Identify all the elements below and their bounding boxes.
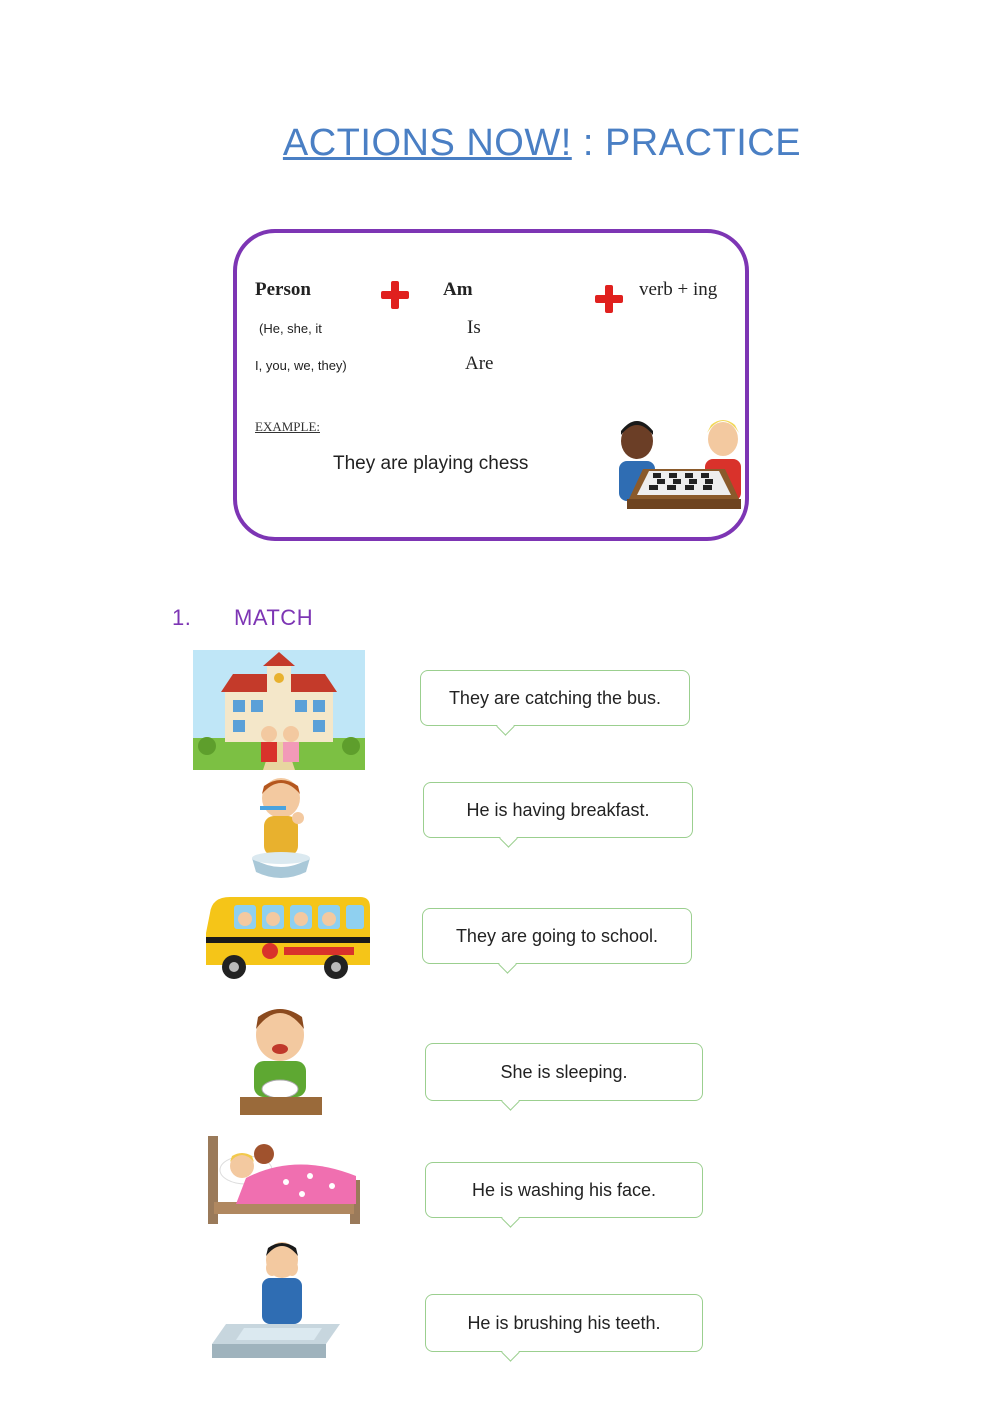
person-sub1: (He, she, it (259, 321, 322, 336)
boy-brushing-teeth-picture[interactable] (246, 776, 316, 884)
school-picture[interactable] (193, 650, 365, 770)
sentence-bubble[interactable]: They are catching the bus. (420, 670, 690, 726)
section-title: MATCH (234, 605, 314, 630)
am-heading: Am (443, 279, 473, 300)
title-underlined: ACTIONS NOW! (282, 122, 572, 164)
example-sentence: They are playing chess (333, 453, 529, 474)
example-label: EXAMPLE: (255, 419, 320, 434)
school-bus-picture[interactable] (200, 893, 372, 985)
boy-having-breakfast-picture[interactable] (240, 1003, 322, 1115)
sentence-bubble[interactable]: He is washing his face. (425, 1162, 703, 1218)
is-label: Is (467, 317, 481, 338)
are-label: Are (465, 353, 494, 374)
sentence-bubble[interactable]: He is having breakfast. (423, 782, 693, 838)
sentence-bubble[interactable]: He is brushing his teeth. (425, 1294, 703, 1352)
girl-sleeping-picture[interactable] (206, 1132, 362, 1228)
person-heading: Person (255, 279, 311, 300)
page-title (0, 122, 1000, 165)
chess-players-picture (613, 413, 745, 513)
sentence-bubble[interactable]: They are going to school. (422, 908, 692, 964)
plus-icon (595, 285, 623, 313)
section-number: 1. (172, 605, 192, 630)
boy-washing-face-picture[interactable] (196, 1240, 340, 1362)
title-rest: : PRACTICE (571, 122, 802, 164)
grammar-box (233, 229, 749, 541)
verb-ing-label: verb + ing (639, 279, 718, 300)
person-sub2: I, you, we, they) (255, 358, 347, 373)
plus-icon (381, 281, 409, 309)
match-section-heading (172, 605, 313, 631)
sentence-bubble[interactable]: She is sleeping. (425, 1043, 703, 1101)
